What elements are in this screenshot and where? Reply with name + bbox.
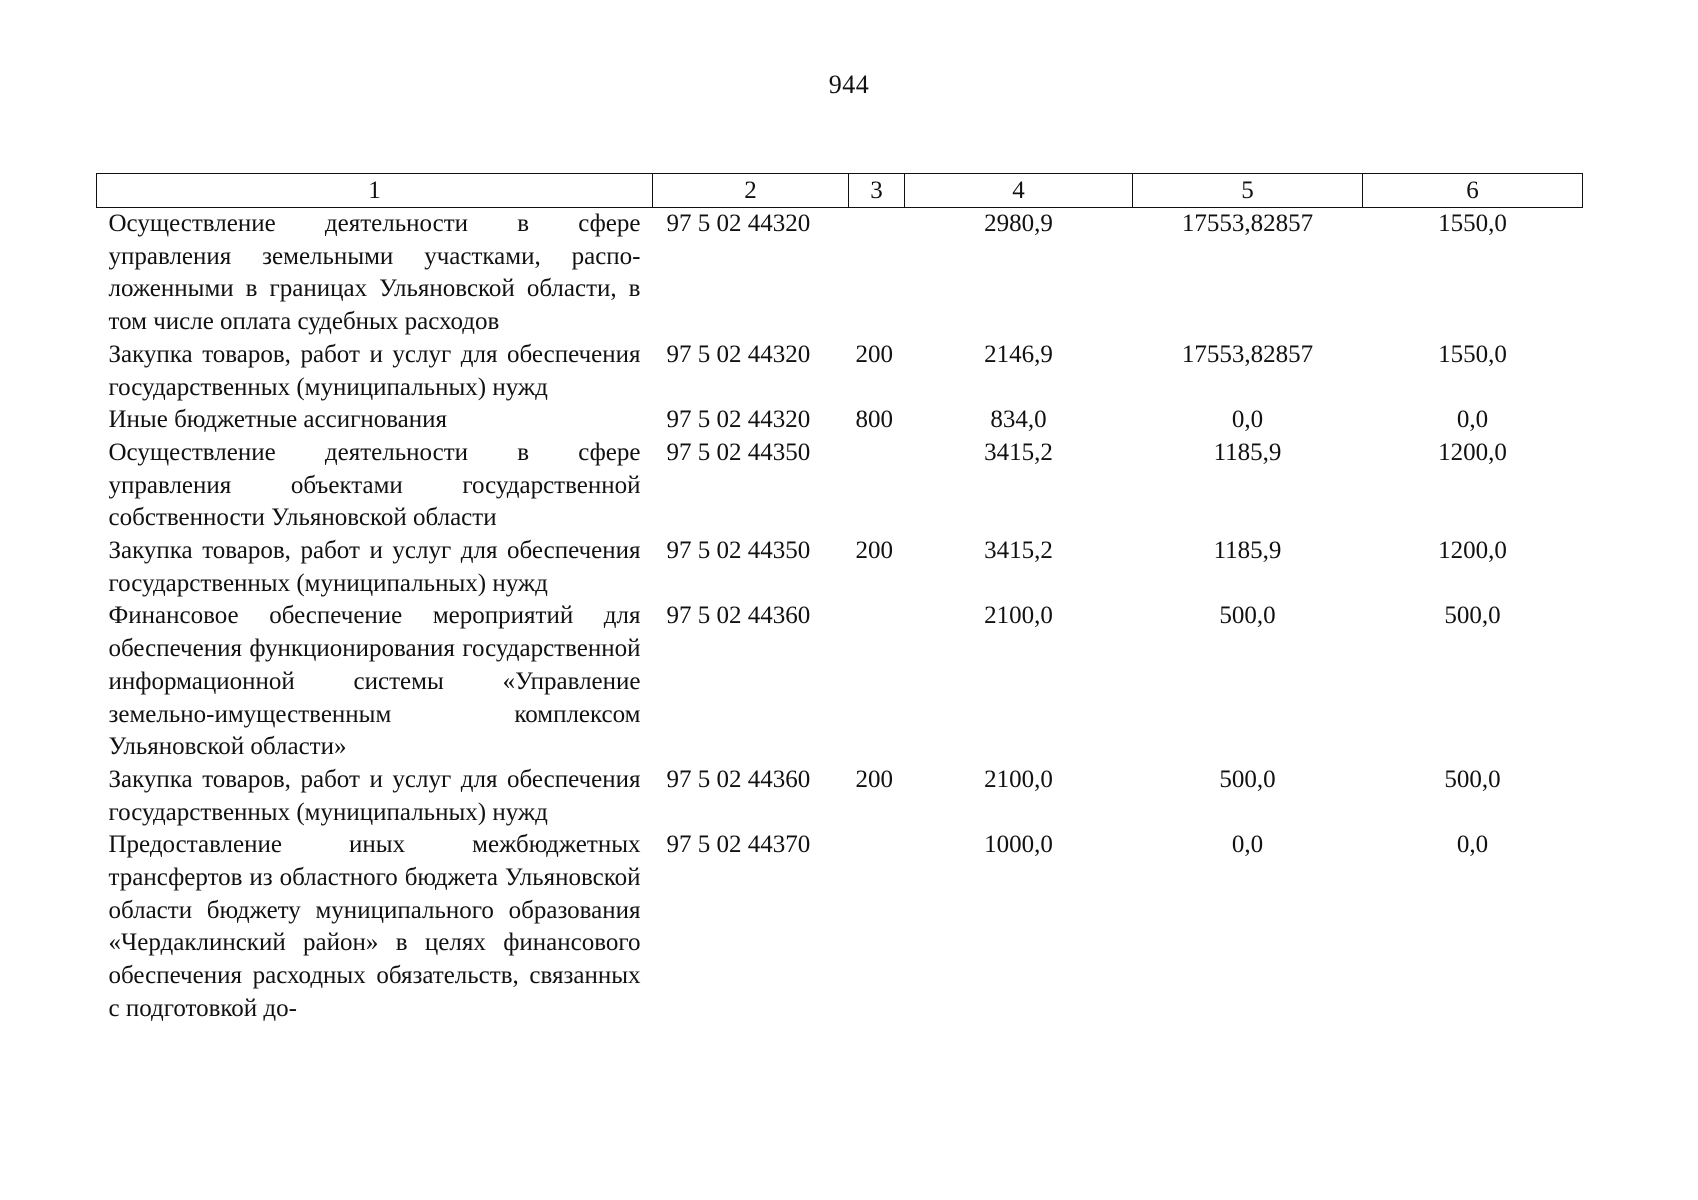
row-name: Иные бюджетные ассигнования (108, 406, 448, 434)
row-code: 97 5 02 44350 (666, 537, 811, 565)
table-row (97, 600, 1583, 764)
row-name: Закупка товаров, работ и услуг для обеспечения государственных (муниципальных) нужд (108, 765, 641, 826)
row-value-4: 3415,2 (984, 537, 1053, 565)
row-name: Осуществление деятельности в сфере управления объектами государственной собственности Ульяновской области (108, 438, 641, 532)
column-header-4: 4 (905, 174, 1133, 208)
row-type (849, 829, 905, 1025)
row-value-6: 0,0 (1456, 406, 1489, 434)
row-code: 97 5 02 44360 (666, 765, 811, 793)
row-value-5: 0,0 (1231, 831, 1264, 859)
row-value-6: 500,0 (1444, 765, 1501, 793)
row-name: Осуществление деятельности в сфере управления земельными участками, расположенными в границах Ульяновской области, в том числе оплата судебных расходов (108, 210, 641, 336)
row-code: 97 5 02 44350 (666, 438, 811, 466)
column-header-5: 5 (1133, 174, 1363, 208)
table-row (97, 535, 1583, 600)
row-type: 200 (855, 537, 893, 565)
row-value-4: 3415,2 (984, 438, 1053, 466)
row-code: 97 5 02 44360 (666, 602, 811, 630)
table-row (97, 404, 1583, 437)
row-value-5: 500,0 (1219, 765, 1276, 793)
table-row (97, 764, 1583, 829)
row-value-6: 500,0 (1444, 602, 1501, 630)
row-value-6: 1550,0 (1438, 210, 1507, 237)
table-row (97, 208, 1583, 339)
column-header-1: 1 (97, 174, 653, 208)
row-name: Закупка товаров, работ и услуг для обеспечения государственных (муниципальных) нужд (108, 340, 641, 401)
column-header-6: 6 (1363, 174, 1583, 208)
row-value-5: 17553,82857 (1181, 210, 1314, 237)
row-type: 200 (855, 765, 893, 793)
row-value-6: 1200,0 (1438, 438, 1507, 466)
row-value-5: 17553,82857 (1181, 340, 1314, 368)
row-value-4: 834,0 (990, 406, 1047, 434)
row-code: 97 5 02 44320 (666, 406, 811, 434)
table-row (97, 437, 1583, 535)
row-value-4: 1000,0 (984, 831, 1053, 859)
row-value-4: 2146,9 (984, 340, 1053, 368)
column-header-3: 3 (849, 174, 905, 208)
table-row (97, 339, 1583, 404)
row-type (849, 208, 905, 339)
row-value-4: 2100,0 (984, 602, 1053, 630)
page-number: 944 (828, 70, 870, 99)
table-row (97, 829, 1583, 1025)
row-value-5: 1185,9 (1213, 438, 1282, 466)
row-type: 800 (855, 406, 893, 434)
row-value-5: 0,0 (1231, 406, 1264, 434)
row-name: Финансовое обеспечение мероприятий для обеспечения функционирования государственной информационной системы «Управление земельно-имущественным комплексом Ульяновской области» (108, 602, 641, 761)
row-value-6: 1550,0 (1438, 340, 1507, 368)
table-header-row (97, 174, 1583, 208)
row-value-6: 1200,0 (1438, 537, 1507, 565)
row-name: Предоставление иных межбюджетных трансфертов из областного бюджета Ульяновской области бюджету муниципального образования «Чердаклинский район» в целях финансового обеспечения расходных обязательств, связанных с подготовкой до- (108, 831, 641, 1022)
row-name: Закупка товаров, работ и услуг для обеспечения государственных (муниципальных) нужд (108, 537, 641, 597)
row-code: 97 5 02 44320 (666, 340, 811, 368)
row-value-5: 500,0 (1219, 602, 1276, 630)
row-value-5: 1185,9 (1213, 537, 1282, 565)
row-code: 97 5 02 44370 (666, 831, 811, 859)
row-value-4: 2980,9 (984, 210, 1053, 237)
budget-table (96, 173, 1583, 1026)
row-type (849, 437, 905, 535)
row-value-6: 0,0 (1456, 831, 1489, 859)
row-type: 200 (855, 340, 893, 368)
row-code: 97 5 02 44320 (666, 210, 811, 237)
column-header-2: 2 (653, 174, 849, 208)
row-value-4: 2100,0 (984, 765, 1053, 793)
row-type (849, 600, 905, 764)
